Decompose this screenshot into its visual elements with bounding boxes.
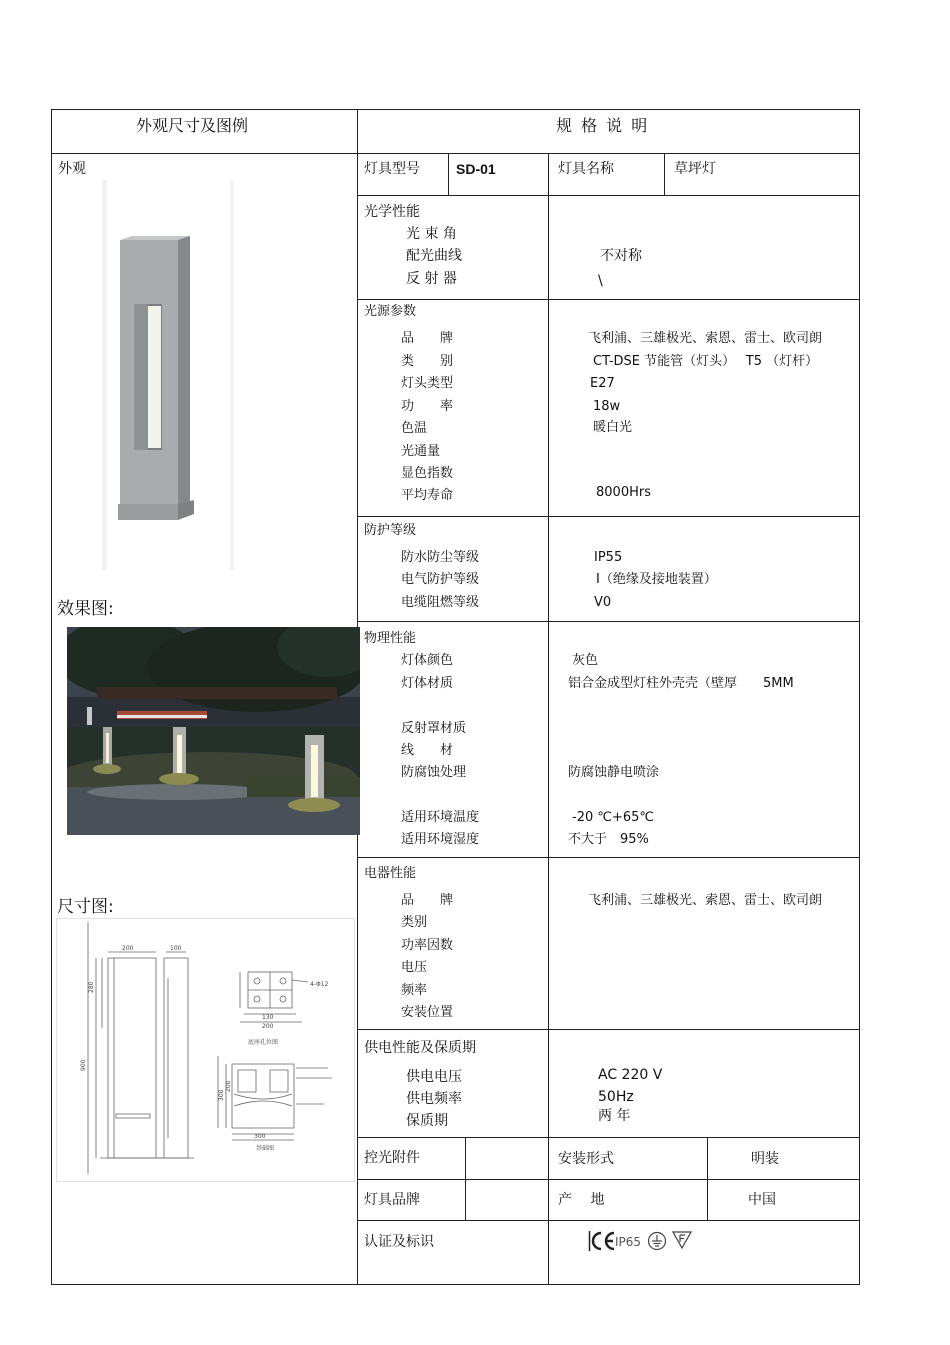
ground-symbol-icon	[647, 1231, 667, 1251]
row-divider	[357, 621, 860, 622]
install-value: 明装	[751, 1151, 779, 1167]
name-label: 灯具名称	[558, 161, 614, 177]
row-divider	[357, 1179, 860, 1180]
source-value: 暖白光	[593, 420, 633, 435]
power-label: 保质期	[406, 1113, 448, 1129]
source-label: 光通量	[401, 444, 441, 459]
source-label: 色温	[401, 421, 428, 436]
optical-value: 不对称	[600, 248, 642, 264]
row-divider	[357, 195, 860, 196]
physical-title: 物理性能	[364, 631, 417, 646]
row-divider	[357, 1220, 860, 1221]
dimension-label: 尺寸图:	[57, 897, 114, 917]
electrical-value: 飞利浦、三雄极光、索恩、雷士、欧司朗	[588, 893, 823, 908]
install-label: 安装形式	[558, 1151, 614, 1167]
cell-divider	[707, 1137, 708, 1221]
protection-title: 防护等级	[364, 523, 417, 538]
dim-130: 130	[262, 1014, 274, 1021]
protection-label: 电气防护等级	[401, 572, 480, 587]
cell-divider	[664, 153, 665, 196]
dim-f200: 200	[225, 1080, 232, 1092]
source-title: 光源参数	[364, 304, 417, 319]
optical-label: 配光曲线	[406, 248, 462, 264]
protection-value: IP55	[594, 550, 623, 565]
dim-height-900: 900	[80, 1059, 87, 1071]
source-label: 功 率	[401, 399, 454, 414]
lamp-effect-photo	[67, 627, 360, 835]
source-label: 灯头类型	[401, 376, 454, 391]
model-value: SD-01	[456, 161, 496, 177]
source-value: E27	[590, 376, 615, 391]
optical-title: 光学性能	[364, 204, 420, 220]
dim-hole: 4-Φ12	[310, 981, 329, 988]
f-mark-icon	[672, 1231, 692, 1249]
protection-label: 电缆阻燃等级	[401, 595, 480, 610]
physical-value: 不大于 95%	[568, 832, 649, 847]
foundation-caption: 基础图	[256, 1145, 275, 1152]
header-divider	[51, 153, 860, 154]
row-divider	[357, 1029, 860, 1030]
row-divider	[357, 299, 860, 300]
cell-divider	[548, 153, 549, 1285]
origin-value: 中国	[748, 1192, 776, 1208]
physical-label: 适用环境温度	[401, 810, 480, 825]
physical-value: 灰色	[572, 653, 599, 668]
source-value: 18w	[593, 399, 621, 414]
origin-label: 产 地	[558, 1192, 605, 1208]
dim-f300b: 300	[254, 1133, 266, 1140]
power-title: 供电性能及保质期	[364, 1040, 476, 1056]
power-value: 两 年	[598, 1108, 631, 1124]
dim-f300a: 300	[218, 1089, 225, 1101]
row-divider	[357, 1137, 860, 1138]
protection-value: V0	[594, 595, 612, 610]
row-divider	[357, 857, 860, 858]
physical-label: 灯体颜色	[401, 653, 454, 668]
power-value: 50Hz	[598, 1089, 634, 1105]
table-border-right	[859, 109, 860, 1285]
plate-caption: 底座孔位图	[248, 1039, 279, 1046]
source-label: 显色指数	[401, 466, 454, 481]
source-value: 飞利浦、三雄极光、索恩、雷士、欧司朗	[588, 331, 823, 346]
electrical-label: 安装位置	[401, 1005, 454, 1020]
dim-height-280: 280	[88, 981, 95, 993]
optical-label: 光 束 角	[406, 226, 457, 242]
table-border-left	[51, 109, 52, 1285]
power-label: 供电电压	[406, 1069, 462, 1085]
physical-label: 灯体材质	[401, 676, 454, 691]
electrical-label: 功率因数	[401, 938, 454, 953]
source-value: CT-DSE 节能管（灯头） T5 （灯杆）	[593, 354, 819, 369]
power-value: AC 220 V	[598, 1067, 663, 1083]
electrical-label: 品 牌	[401, 893, 454, 908]
optical-label: 反 射 器	[406, 271, 457, 287]
physical-label: 反射罩材质	[401, 721, 467, 736]
dimension-drawing-lines	[56, 918, 353, 1180]
dim-width-100: 100	[170, 945, 182, 952]
source-value: 8000Hrs	[596, 485, 651, 500]
lamp-product-image	[98, 180, 238, 570]
electrical-label: 类别	[401, 915, 428, 930]
table-border-top	[51, 109, 860, 110]
ip-rating-mark: IP65	[615, 1235, 642, 1249]
physical-value: 防腐蚀静电喷涂	[568, 765, 660, 780]
physical-label: 防腐蚀处理	[401, 765, 467, 780]
source-label: 类 别	[401, 354, 454, 369]
ce-mark-icon	[588, 1230, 616, 1252]
physical-label: 线 材	[401, 743, 454, 758]
brand-label: 灯具品牌	[364, 1192, 420, 1208]
accessory-label: 控光附件	[364, 1150, 420, 1166]
cert-label: 认证及标识	[364, 1234, 434, 1250]
source-label: 品 牌	[401, 331, 454, 346]
cell-divider	[448, 153, 449, 196]
cell-divider	[465, 1137, 466, 1221]
row-divider	[357, 516, 860, 517]
dim-width-200: 200	[122, 945, 134, 952]
electrical-label: 频率	[401, 983, 428, 998]
source-label: 平均寿命	[401, 488, 454, 503]
right-header: 规 格 说 明	[556, 116, 650, 135]
electrical-label: 电压	[401, 960, 428, 975]
appearance-label: 外观	[58, 161, 86, 177]
dim-200: 200	[262, 1023, 274, 1030]
physical-value: 铝合金成型灯柱外壳壳（壁厚 5MM	[568, 676, 794, 691]
protection-label: 防水防尘等级	[401, 550, 480, 565]
power-label: 供电频率	[406, 1091, 462, 1107]
electrical-title: 电器性能	[364, 866, 417, 881]
effect-label: 效果图:	[57, 599, 114, 619]
protection-value: Ⅰ（绝缘及接地装置）	[596, 572, 717, 587]
model-label: 灯具型号	[364, 161, 420, 177]
name-value: 草坪灯	[674, 161, 716, 177]
optical-value: \	[598, 273, 603, 289]
table-border-bottom	[51, 1284, 860, 1285]
physical-value: -20 ℃+65℃	[572, 810, 654, 825]
left-header: 外观尺寸及图例	[136, 116, 249, 135]
physical-label: 适用环境湿度	[401, 832, 480, 847]
